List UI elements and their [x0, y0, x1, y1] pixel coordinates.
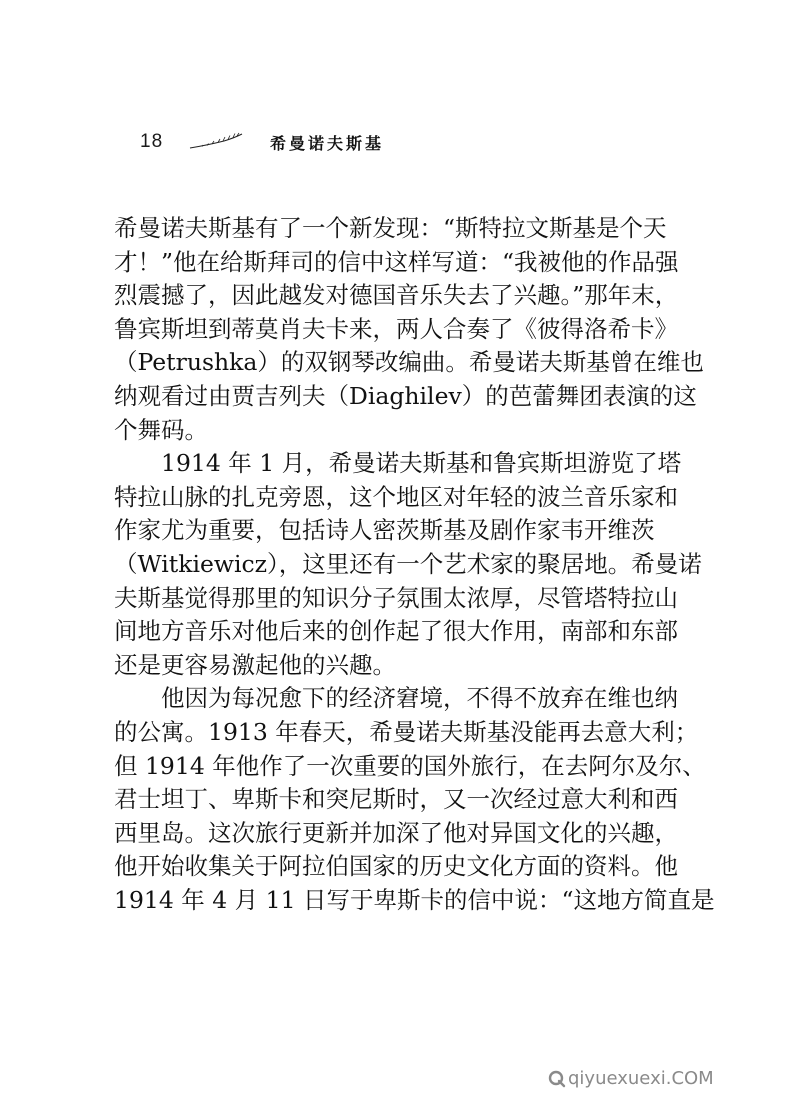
watermark-text: qiyuexuexi.COM — [568, 1068, 714, 1089]
text-line: 但 1914 年他作了一次重要的国外旅行，在去阿尔及尔、 — [114, 751, 706, 780]
paragraph-2 — [114, 447, 702, 682]
site-watermark — [548, 1068, 714, 1089]
paragraph-3 — [114, 682, 715, 917]
text-line: 还是更容易激起他的兴趣。 — [114, 650, 396, 679]
text-line: 才！”他在给斯拜司的信中这样写道：“我被他的作品强 — [114, 247, 679, 276]
text-line: 的公寓。1913 年春天，希曼诺夫斯基没能再去意大利； — [114, 717, 699, 746]
text-line: 君士坦丁、卑斯卡和突尼斯时，又一次经过意大利和西 — [114, 785, 678, 814]
text-line: 希曼诺夫斯基有了一个新发现：“斯特拉文斯基是个天 — [114, 214, 667, 242]
text-line: （Petrushka）的双钢琴改编曲。希曼诺夫斯基曾在维也 — [114, 348, 704, 377]
q-logo-icon — [548, 1070, 566, 1088]
text-line: 西里岛。这次旅行更新并加深了他对异国文化的兴趣， — [114, 818, 678, 847]
text-line: （Witkiewicz），这里还有一个艺术家的聚居地。希曼诺 — [114, 549, 702, 578]
text-line: 个舞码。 — [114, 415, 208, 444]
page-header — [140, 126, 384, 158]
feather-ornament-icon — [188, 132, 244, 152]
text-line: 他因为每况愈下的经济窘境，不得不放弃在维也纳 — [161, 684, 678, 713]
text-line: 烈震撼了，因此越发对德国音乐失去了兴趣。”那年末， — [114, 281, 679, 310]
text-line: 特拉山脉的扎克旁恩，这个地区对年轻的波兰音乐家和 — [114, 482, 678, 511]
text-line: 鲁宾斯坦到蒂莫肖夫卡来，两人合奏了《彼得洛希卡》 — [114, 314, 678, 343]
text-line: 夫斯基觉得那里的知识分子氛围太浓厚，尽管塔特拉山 — [114, 583, 678, 612]
text-line: 间地方音乐对他后来的创作起了很大作用，南部和东部 — [114, 617, 678, 646]
paragraph-1 — [114, 212, 704, 447]
text-line: 1914 年 1 月，希曼诺夫斯基和鲁宾斯坦游览了塔 — [161, 449, 682, 478]
text-line: 纳观看过由贾吉列夫（Diaghilev）的芭蕾舞团表演的这 — [114, 381, 697, 410]
text-line: 1914 年 4 月 11 日写于卑斯卡的信中说：“这地方简直是 — [114, 885, 715, 914]
running-title: 希曼诺夫斯基 — [270, 133, 385, 153]
page-number: 18 — [140, 131, 164, 152]
text-line: 他开始收集关于阿拉伯国家的历史文化方面的资料。他 — [114, 852, 678, 881]
text-line: 作家尤为重要，包括诗人密茨斯基及剧作家韦开维茨 — [114, 516, 655, 545]
body-text — [114, 212, 715, 917]
